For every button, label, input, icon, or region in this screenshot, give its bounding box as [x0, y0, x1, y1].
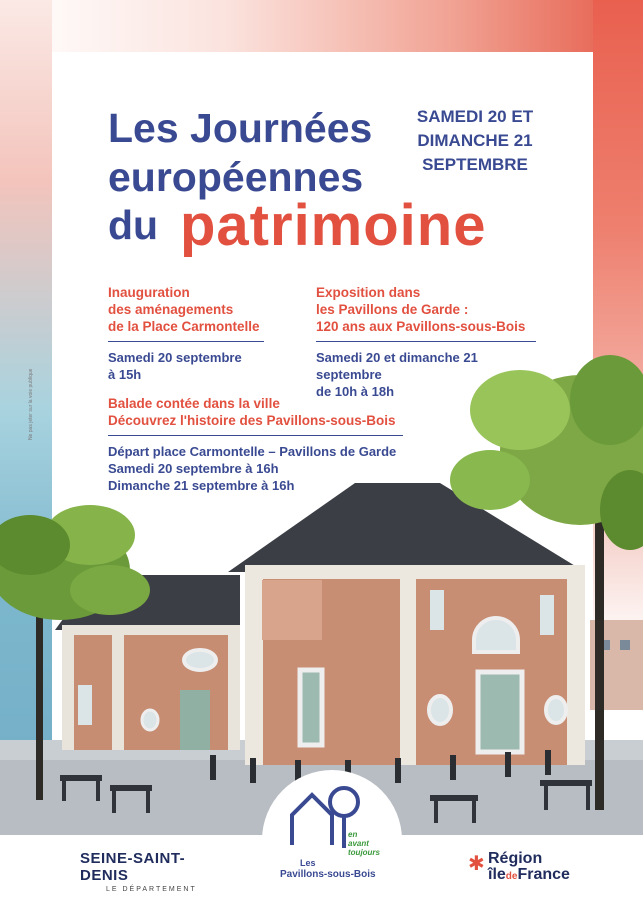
event-when: de 10h à 18h	[316, 384, 395, 399]
event-when: Dimanche 21 septembre à 16h	[108, 478, 295, 493]
right-pavilion	[228, 483, 585, 765]
event-title: des aménagements	[108, 302, 234, 317]
event-when: Samedi 20 septembre à 16h	[108, 461, 279, 476]
event-when: Samedi 20 et dimanche 21 septembre	[316, 350, 478, 382]
event-title: de la Place Carmontelle	[108, 319, 260, 334]
pavillons-logo	[262, 770, 402, 896]
event-title: Inauguration	[108, 285, 190, 300]
region-name-ile: île	[488, 866, 506, 883]
region-idf-logo	[468, 850, 588, 884]
seine-saint-denis-subtitle: LE DÉPARTEMENT	[106, 886, 197, 893]
seine-saint-denis-brand: SEINE-SAINT-DENIS	[80, 850, 186, 884]
event-title: Balade contée dans la ville	[108, 396, 280, 411]
region-label: Région	[488, 850, 543, 867]
event-title: Découvrez l'histoire des Pavillons-sous-Bois	[108, 413, 396, 428]
gradient-top-band	[0, 0, 643, 52]
title-patrimoine: patrimoine	[180, 193, 487, 258]
side-note: Ne pas jeter sur la voie publique	[28, 368, 34, 440]
logo-tagline-1: en	[348, 830, 358, 839]
date-block	[400, 105, 550, 177]
date-line-3: SEPTEMBRE	[422, 155, 528, 174]
poster-title	[108, 104, 408, 202]
event-title: 120 ans aux Pavillons-sous-Bois	[316, 319, 526, 334]
region-name-de: de	[505, 871, 518, 882]
logo-les: Les	[300, 858, 316, 868]
region-name-france: France	[517, 866, 570, 883]
event-when: Samedi 20 septembre	[108, 350, 242, 365]
title-line-2: européennes	[108, 154, 364, 200]
house-tree-icon	[262, 770, 402, 860]
title-line-1: Les Journées	[108, 105, 373, 151]
star-icon: ✱	[468, 853, 485, 875]
date-line-1: SAMEDI 20 ET	[416, 107, 534, 126]
title-line-3: du	[108, 202, 159, 248]
seine-saint-denis-logo	[80, 850, 210, 893]
event-when: à 15h	[108, 367, 142, 382]
event-when: Départ place Carmontelle – Pavillons de Garde	[108, 444, 397, 459]
event-title: les Pavillons de Garde :	[316, 302, 469, 317]
logo-tagline-2: avant	[348, 839, 369, 848]
logo-town-name: Pavillons-sous-Bois	[280, 869, 376, 880]
date-line-2: DIMANCHE 21	[417, 131, 533, 150]
event-title: Exposition dans	[316, 285, 421, 300]
logo-tagline-3: toujours	[348, 848, 380, 857]
region-name	[468, 866, 588, 884]
logo-tagline	[348, 830, 380, 857]
